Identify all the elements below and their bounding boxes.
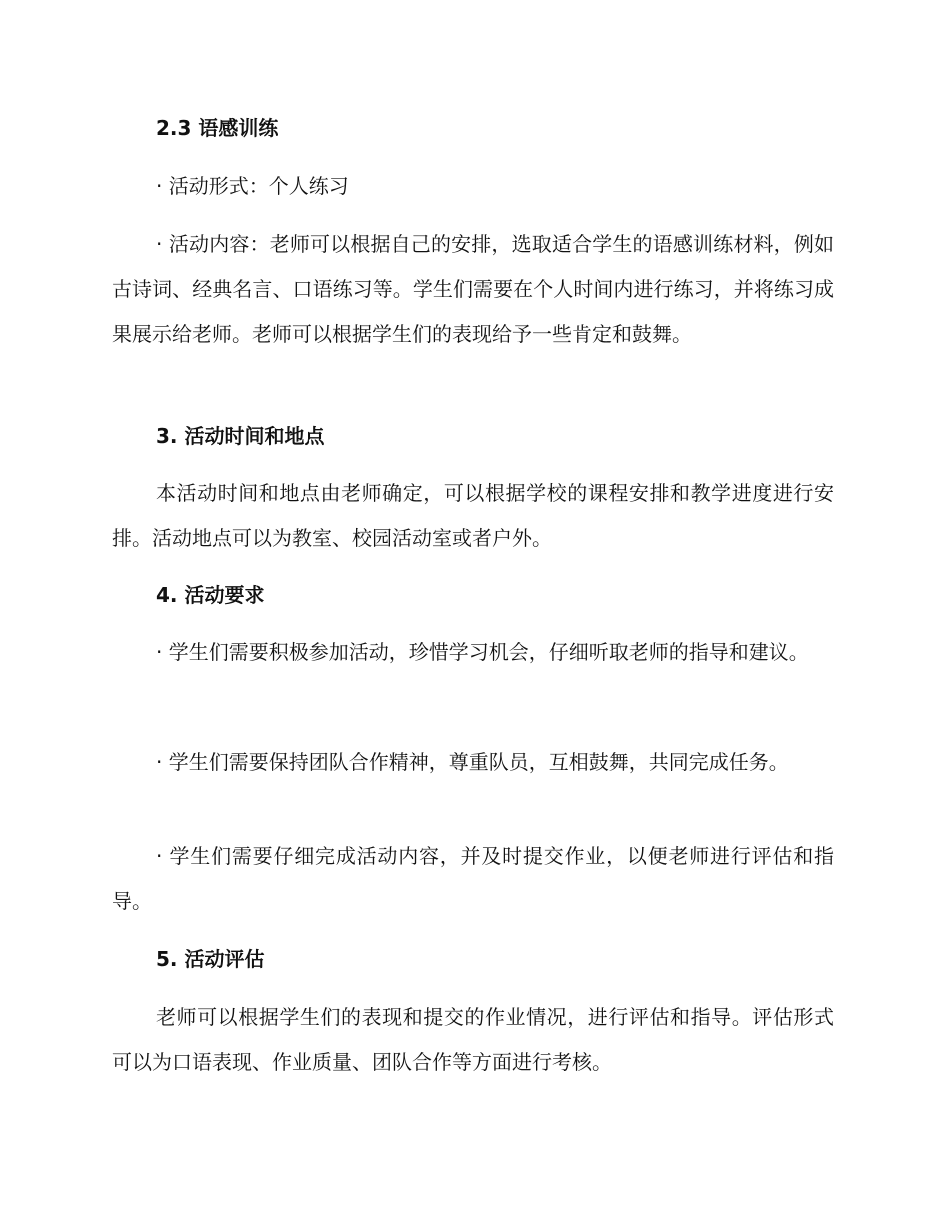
paragraph: · 活动内容：老师可以根据自己的安排，选取适合学生的语感训练材料，例如古诗词、经典名言、口语练习等。学生们需要在个人时间内进行练习，并将练习成果展示给老师。老师可以根据学生们的表现给予一些肯定和鼓舞。 — [112, 232, 834, 346]
section-heading: 2.3 语感训练 — [156, 116, 279, 140]
paragraph: · 学生们需要积极参加活动，珍惜学习机会，仔细听取老师的指导和建议。 — [156, 640, 809, 664]
paragraph: 本活动时间和地点由老师确定，可以根据学校的课程安排和教学进度进行安排。活动地点可以为教室、校园活动室或者户外。 — [112, 481, 834, 550]
paragraph: 老师可以根据学生们的表现和提交的作业情况，进行评估和指导。评估形式可以为口语表现、作业质量、团队合作等方面进行考核。 — [112, 1005, 834, 1074]
paragraph: · 学生们需要仔细完成活动内容，并及时提交作业，以便老师进行评估和指导。 — [112, 844, 834, 913]
paragraph: · 活动形式：个人练习 — [156, 174, 349, 198]
paragraph: · 学生们需要保持团队合作精神，尊重队员，互相鼓舞，共同完成任务。 — [156, 750, 789, 774]
section-heading: 4. 活动要求 — [156, 583, 265, 607]
section-heading: 3. 活动时间和地点 — [156, 424, 325, 448]
section-heading: 5. 活动评估 — [156, 947, 265, 971]
